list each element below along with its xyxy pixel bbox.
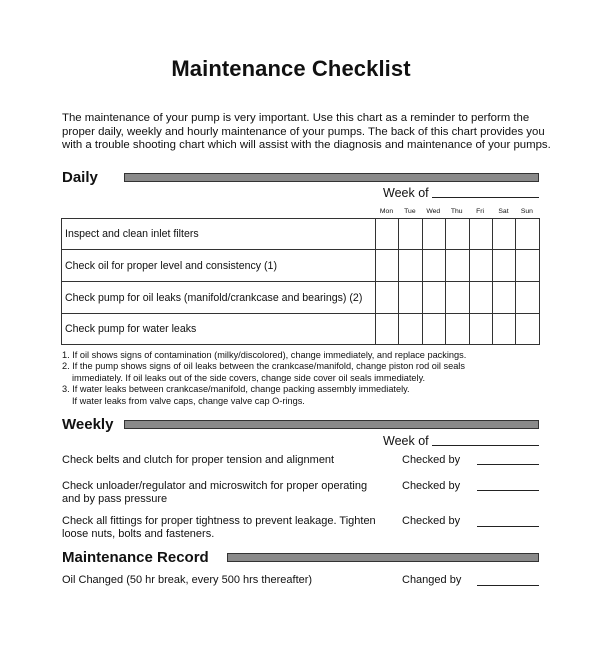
day-header: Tue	[404, 208, 416, 215]
check-cell[interactable]	[469, 314, 492, 345]
check-cell[interactable]	[469, 219, 492, 250]
daily-checklist-table	[61, 218, 540, 345]
day-header: Fri	[476, 208, 485, 215]
checked-by-line[interactable]	[477, 526, 539, 527]
check-cell[interactable]	[446, 219, 469, 250]
footnote: 1. If oil shows signs of contamination (milky/discolored), change immediately, and replace packings.	[62, 350, 467, 360]
table-row	[62, 314, 540, 345]
check-cell[interactable]	[399, 282, 422, 314]
table-row	[62, 282, 540, 314]
changed-by-line[interactable]	[477, 585, 539, 586]
check-cell[interactable]	[399, 219, 422, 250]
task-label: Inspect and clean inlet filters	[62, 219, 376, 250]
check-cell[interactable]	[422, 314, 445, 345]
check-cell[interactable]	[516, 219, 539, 250]
checked-by-label: Checked by	[402, 454, 461, 466]
check-cell[interactable]	[492, 282, 515, 314]
checked-by-label: Checked by	[402, 515, 461, 527]
check-cell[interactable]	[376, 250, 399, 282]
record-heading: Maintenance Record	[62, 549, 209, 566]
record-item-text: Oil Changed (50 hr break, every 500 hrs thereafter)	[62, 574, 313, 586]
page-title: Maintenance Checklist	[171, 56, 411, 81]
table-row	[62, 219, 540, 250]
task-label: Check pump for water leaks	[62, 314, 376, 345]
checked-by-line[interactable]	[477, 464, 539, 465]
weekly-item-text: Check all fittings for proper tightness to prevent leakage. Tighten loose nuts, bolts and fasteners.	[62, 515, 376, 541]
check-cell[interactable]	[422, 219, 445, 250]
daily-heading-bar	[124, 173, 539, 182]
task-label: Check pump for oil leaks (manifold/crankcase and bearings) (2)	[62, 282, 376, 314]
day-header: Mon	[379, 208, 394, 215]
checked-by-line[interactable]	[477, 490, 539, 491]
check-cell[interactable]	[469, 282, 492, 314]
check-cell[interactable]	[399, 314, 422, 345]
weekly-item-text: Check unloader/regulator and microswitch for proper operating and by pass pressure	[62, 480, 368, 506]
check-cell[interactable]	[492, 250, 515, 282]
check-cell[interactable]	[492, 219, 515, 250]
weekly-heading-bar	[124, 420, 539, 429]
check-cell[interactable]	[376, 314, 399, 345]
day-header: Sun	[520, 208, 533, 215]
daily-week-of-label: Week of	[383, 186, 429, 200]
day-header: Sat	[498, 208, 509, 215]
footnote: 3. If water leaks between crankcase/manifold, change packing assembly immediately.	[62, 384, 410, 395]
checked-by-label: Checked by	[402, 480, 461, 492]
check-cell[interactable]	[516, 314, 539, 345]
check-cell[interactable]	[446, 314, 469, 345]
check-cell[interactable]	[422, 250, 445, 282]
intro-paragraph: The maintenance of your pump is very important. Use this chart as a reminder to perform the proper daily, weekly and hourly maintenance of your pumps. The back of this chart provides you with a trouble shooting chart which will assist with the diagnosis and maintenance of your pumps.	[62, 112, 551, 152]
check-cell[interactable]	[446, 250, 469, 282]
weekly-item-text: Check belts and clutch for proper tension and alignment	[62, 454, 335, 466]
task-label: Check oil for proper level and consistency (1)	[62, 250, 376, 282]
check-cell[interactable]	[376, 219, 399, 250]
weekly-heading: Weekly	[62, 416, 114, 433]
day-header: Thu	[450, 208, 463, 215]
check-cell[interactable]	[446, 282, 469, 314]
day-header: Wed	[426, 208, 441, 215]
footnote: If water leaks from valve caps, change valve cap O-rings.	[72, 395, 305, 406]
record-heading-bar	[227, 553, 539, 562]
footnote: immediately. If oil leaks out of the side covers, change side cover oil seals immediately.	[72, 372, 426, 383]
table-row	[62, 250, 540, 282]
changed-by-label: Changed by	[402, 574, 462, 586]
weekly-week-of-line[interactable]	[432, 445, 539, 446]
footnote: 2. If the pump shows signs of oil leaks between the crankcase/manifold, change piston rod oil seals	[62, 361, 465, 372]
daily-week-of-line[interactable]	[432, 197, 539, 198]
daily-heading: Daily	[62, 169, 98, 186]
check-cell[interactable]	[492, 314, 515, 345]
check-cell[interactable]	[516, 282, 539, 314]
check-cell[interactable]	[399, 250, 422, 282]
check-cell[interactable]	[376, 282, 399, 314]
weekly-week-of-label: Week of	[383, 434, 429, 448]
check-cell[interactable]	[422, 282, 445, 314]
check-cell[interactable]	[516, 250, 539, 282]
check-cell[interactable]	[469, 250, 492, 282]
daily-day-headers	[375, 208, 539, 218]
daily-footnotes	[62, 350, 542, 407]
